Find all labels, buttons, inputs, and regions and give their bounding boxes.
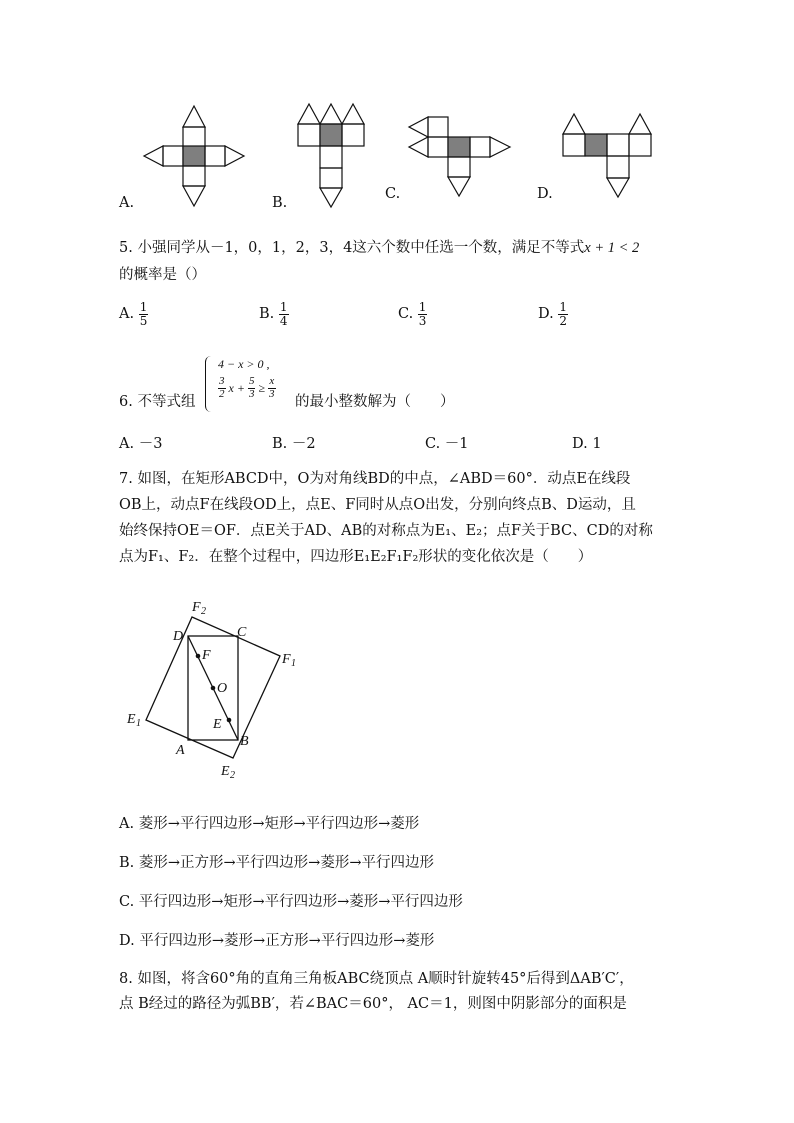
net-b bbox=[298, 104, 364, 207]
net-c bbox=[409, 117, 510, 196]
q5-inequality: x + 1 < 2 bbox=[584, 240, 640, 256]
svg-text:E: E bbox=[213, 717, 222, 732]
q7-option-b: B. 菱形→正方形→平行四边形→菱形→平行四边形 bbox=[119, 855, 434, 871]
q6-suffix: 的最小整数解为（ ） bbox=[295, 394, 455, 410]
q7-option-a: A. 菱形→平行四边形→矩形→平行四边形→菱形 bbox=[119, 816, 420, 832]
q5-option-b: B. $\frac{1}{4}$ bbox=[259, 300, 288, 328]
q4-option-b: B. bbox=[272, 195, 288, 211]
svg-text:F: F bbox=[202, 648, 211, 663]
q4-option-d: D. bbox=[537, 186, 553, 202]
q7-line-2: OB上，动点F在线段OD上，点E、F同时从点O出发，分别向终点B、D运动，且 bbox=[119, 497, 636, 513]
svg-text:1: 1 bbox=[291, 658, 296, 669]
svg-text:F: F bbox=[192, 600, 201, 615]
svg-text:A: A bbox=[176, 743, 185, 758]
q6-line-2: $\frac{3}{2}$ x + $\frac{5}{3}$ ≥ $\frac{x}{3}$ bbox=[219, 375, 275, 400]
q6-system-brace bbox=[205, 356, 214, 412]
q7-geometry-figure bbox=[120, 590, 310, 785]
q6-option-d: D. 1 bbox=[572, 436, 602, 452]
svg-text:2: 2 bbox=[201, 606, 206, 617]
q7-option-c: C. 平行四边形→矩形→平行四边形→菱形→平行四边形 bbox=[119, 894, 463, 910]
svg-text:F: F bbox=[282, 652, 291, 667]
svg-text:E: E bbox=[221, 764, 230, 779]
q8-line-2: 点 B经过的路径为弧BB′，若∠BAC＝60°， AC＝1，则图中阴影部分的面积是 bbox=[119, 996, 627, 1012]
q5-option-a: A. $\frac{1}{5}$ bbox=[119, 300, 148, 328]
svg-text:C: C bbox=[237, 625, 247, 640]
q7-line-1: 7. 如图，在矩形ABCD中，O为对角线BD的中点，∠ABD＝60°．动点E在线段 bbox=[119, 471, 631, 487]
net-a bbox=[144, 106, 244, 206]
q6-option-c: C. －1 bbox=[425, 436, 469, 452]
q4-option-a: A. bbox=[119, 195, 135, 211]
q7-line-3: 始终保持OE＝OF．点E关于AD、AB的对称点为E₁、E₂；点F关于BC、CD的对称 bbox=[119, 523, 653, 539]
q6-option-a: A. －3 bbox=[119, 436, 163, 452]
svg-text:B: B bbox=[240, 734, 249, 749]
q6-line-1: 4 − x > 0 , bbox=[218, 357, 270, 371]
q6-prefix: 6. 不等式组 bbox=[119, 394, 196, 410]
q4-option-c: C. bbox=[385, 186, 401, 202]
q5-option-d: D. $\frac{1}{2}$ bbox=[538, 300, 567, 328]
q5-stem-2: 的概率是（） bbox=[119, 267, 206, 283]
svg-text:D: D bbox=[173, 629, 184, 644]
q5-option-c: C. $\frac{1}{3}$ bbox=[398, 300, 427, 328]
svg-text:1: 1 bbox=[136, 718, 141, 729]
svg-text:2: 2 bbox=[230, 770, 235, 781]
q5-stem bbox=[119, 241, 639, 256]
q7-option-d: D. 平行四边形→菱形→正方形→平行四边形→菱形 bbox=[119, 933, 435, 949]
svg-text:O: O bbox=[217, 681, 228, 696]
q6-option-b: B. －2 bbox=[272, 436, 316, 452]
svg-text:E: E bbox=[127, 712, 136, 727]
q5-text: 5. 小强同学从－1，0，1，2，3，4这六个数中任选一个数，满足不等式 bbox=[119, 240, 585, 256]
net-d bbox=[563, 114, 651, 197]
q8-line-1: 8. 如图，将含60°角的直角三角板ABC绕顶点 A顺时针旋转45°后得到ΔAB′C′， bbox=[119, 971, 634, 987]
q7-line-4: 点为F₁、F₂．在整个过程中，四边形E₁E₂F₁F₂形状的变化依次是（ ） bbox=[119, 549, 593, 565]
